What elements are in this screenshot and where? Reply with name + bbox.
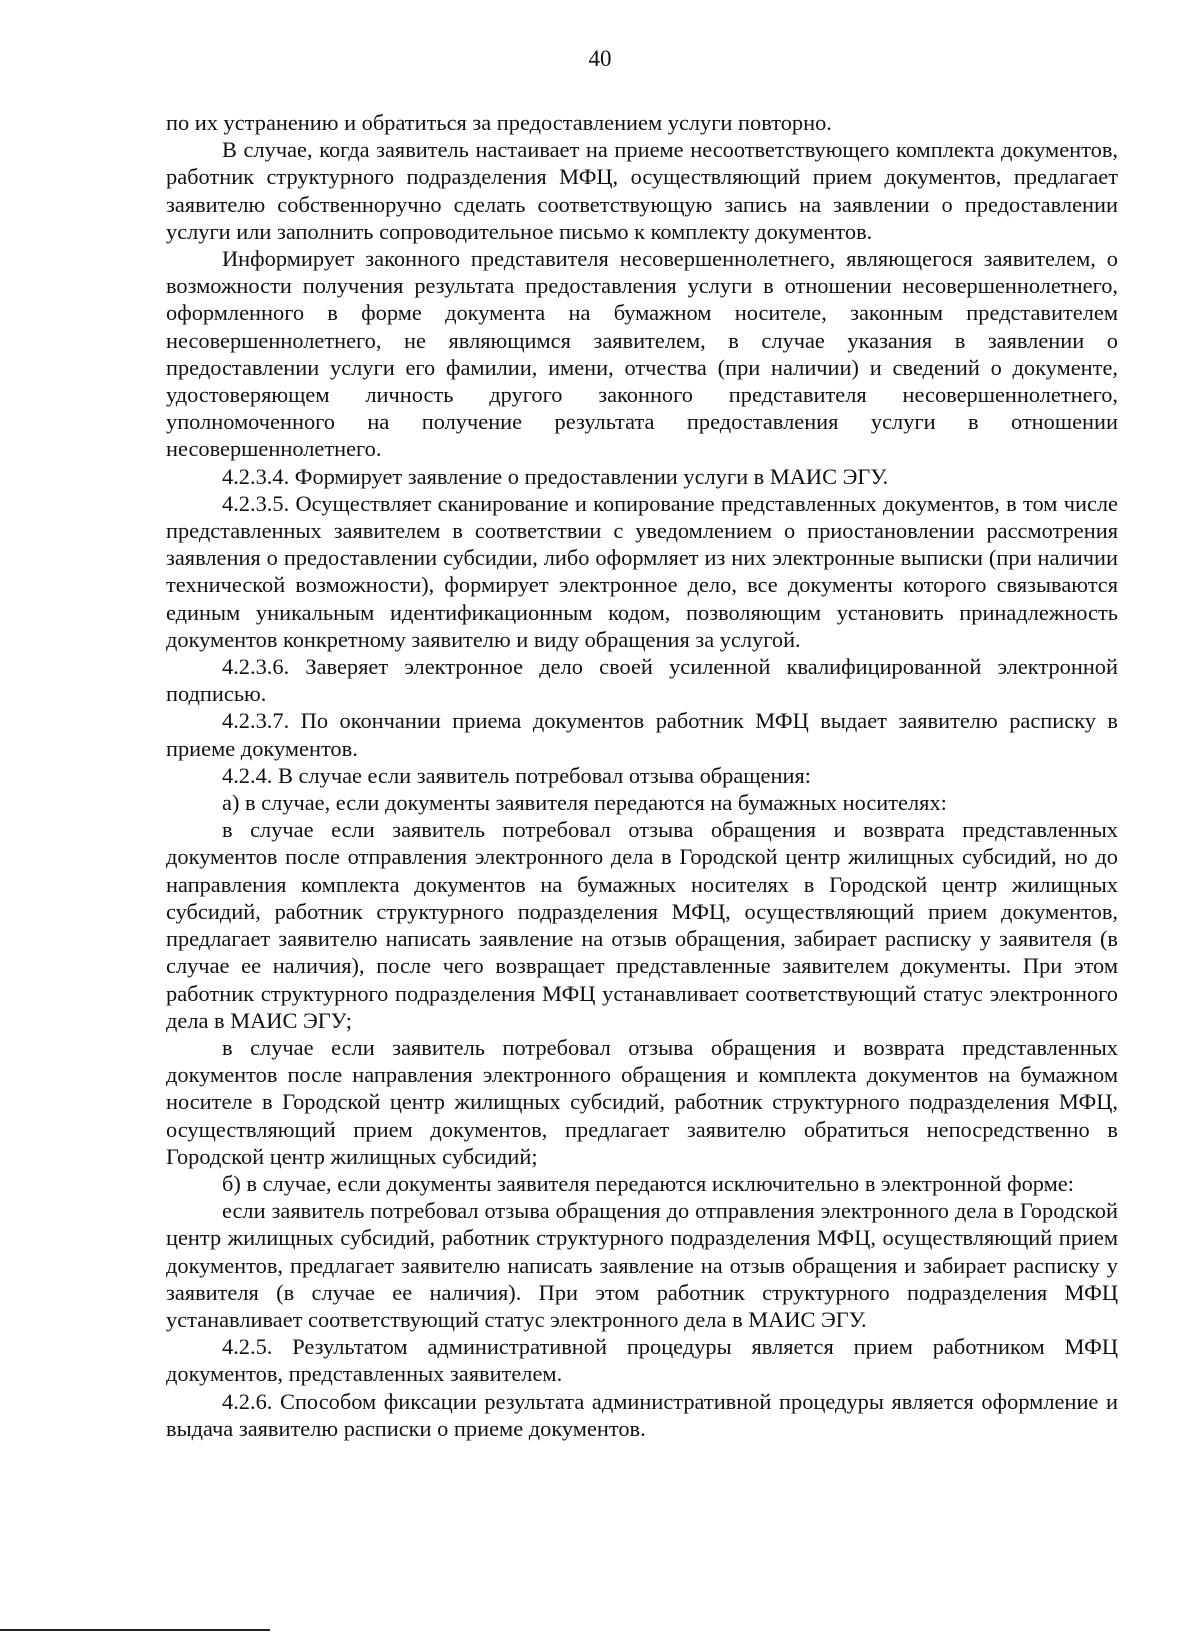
document-body	[166, 109, 1118, 1442]
paragraph: а) в случае, если документы заявителя передаются на бумажных носителях:	[222, 790, 947, 816]
paragraph: в случае если заявитель потребовал отзыва обращения и возврата представленных документов после направления электронного обращения и комплекта документов на бумажном носителе в Городской центр жилищных субсидий, работник структурного подразделения МФЦ, осуществляющий прием документов, предлагает заявителю обратиться непосредственно в Городской центр жилищных субсидий;	[166, 1034, 1118, 1169]
paragraph: по их устранению и обратиться за предоставлением услуги повторно.	[166, 110, 832, 135]
paragraph: Информирует законного представителя несовершеннолетнего, являющегося заявителем, о возможности получения результата предоставления услуги в отношении несовершеннолетнего, оформленного в форме документа на бумажном носителе, законным представителем несовершеннолетнего, не являющимся заявителем, в случае указания в заявлении о предоставлении услуги его фамилии, имени, отчества (при наличии) и сведений о документе, удостоверяющем личность другого законного представителя несовершеннолетнего, уполномоченного на получение результата предоставления услуги в отношении несовершеннолетнего.	[166, 246, 1118, 462]
paragraph: 4.2.5. Результатом административной процедуры является прием работником МФЦ документов, представленных заявителем.	[166, 1334, 1118, 1387]
paragraph: 4.2.3.5. Осуществляет сканирование и копирование представленных документов, в том числе представленных заявителем в соответствии с уведомлением о приостановлении рассмотрения заявления о предоставлении субсидии, либо оформляет из них электронные выписки (при наличии технической возможности), формирует электронное дело, все документы которого связываются единым уникальным идентификационным кодом, позволяющим установить принадлежность документов конкретному заявителю и виду обращения за услугой.	[166, 490, 1118, 652]
paragraph: в случае если заявитель потребовал отзыва обращения и возврата представленных документов после отправления электронного дела в Городской центр жилищных субсидий, но до направления комплекта документов на бумажных носителях в Городской центр жилищных субсидий, работник структурного подразделения МФЦ, осуществляющий прием документов, предлагает заявителю написать заявление на отзыв обращения, забирает расписку у заявителя (в случае ее наличия), после чего возвращает представленные заявителем документы. При этом работник структурного подразделения МФЦ устанавливает соответствующий статус электронного дела в МАИС ЭГУ;	[166, 817, 1118, 1033]
paragraph: 4.2.6. Способом фиксации результата административной процедуры является оформление и выдача заявителю расписки о приеме документов.	[166, 1388, 1118, 1441]
paragraph: 4.2.3.4. Формирует заявление о предоставлении услуги в МАИС ЭГУ.	[222, 463, 889, 489]
paragraph: 4.2.4. В случае если заявитель потребовал отзыва обращения:	[222, 762, 811, 788]
paragraph: если заявитель потребовал отзыва обращения до отправления электронного дела в Городской центр жилищных субсидий, работник структурного подразделения МФЦ, осуществляющий прием документов, предлагает заявителю написать заявление на отзыв обращения и забирает расписку у заявителя (в случае ее наличия). При этом работник структурного подразделения МФЦ устанавливает соответствующий статус электронного дела в МАИС ЭГУ.	[166, 1198, 1118, 1332]
paragraph: б) в случае, если документы заявителя передаются исключительно в электронной форме:	[222, 1170, 1074, 1196]
paragraph: 4.2.3.7. По окончании приема документов работник МФЦ выдает заявителю расписку в приеме документов.	[166, 708, 1118, 761]
paragraph: 4.2.3.6. Заверяет электронное дело своей усиленной квалифицированной электронной подписью.	[166, 654, 1118, 707]
page-number: 40	[588, 46, 612, 71]
paragraph: В случае, когда заявитель настаивает на приеме несоответствующего комплекта документов, работник структурного подразделения МФЦ, осуществляющий прием документов, предлагает заявителю собственноручно сделать соответствующую запись на заявлении о предоставлении услуги или заполнить сопроводительное письмо к комплекту документов.	[166, 137, 1118, 244]
footer-divider	[0, 1629, 270, 1631]
